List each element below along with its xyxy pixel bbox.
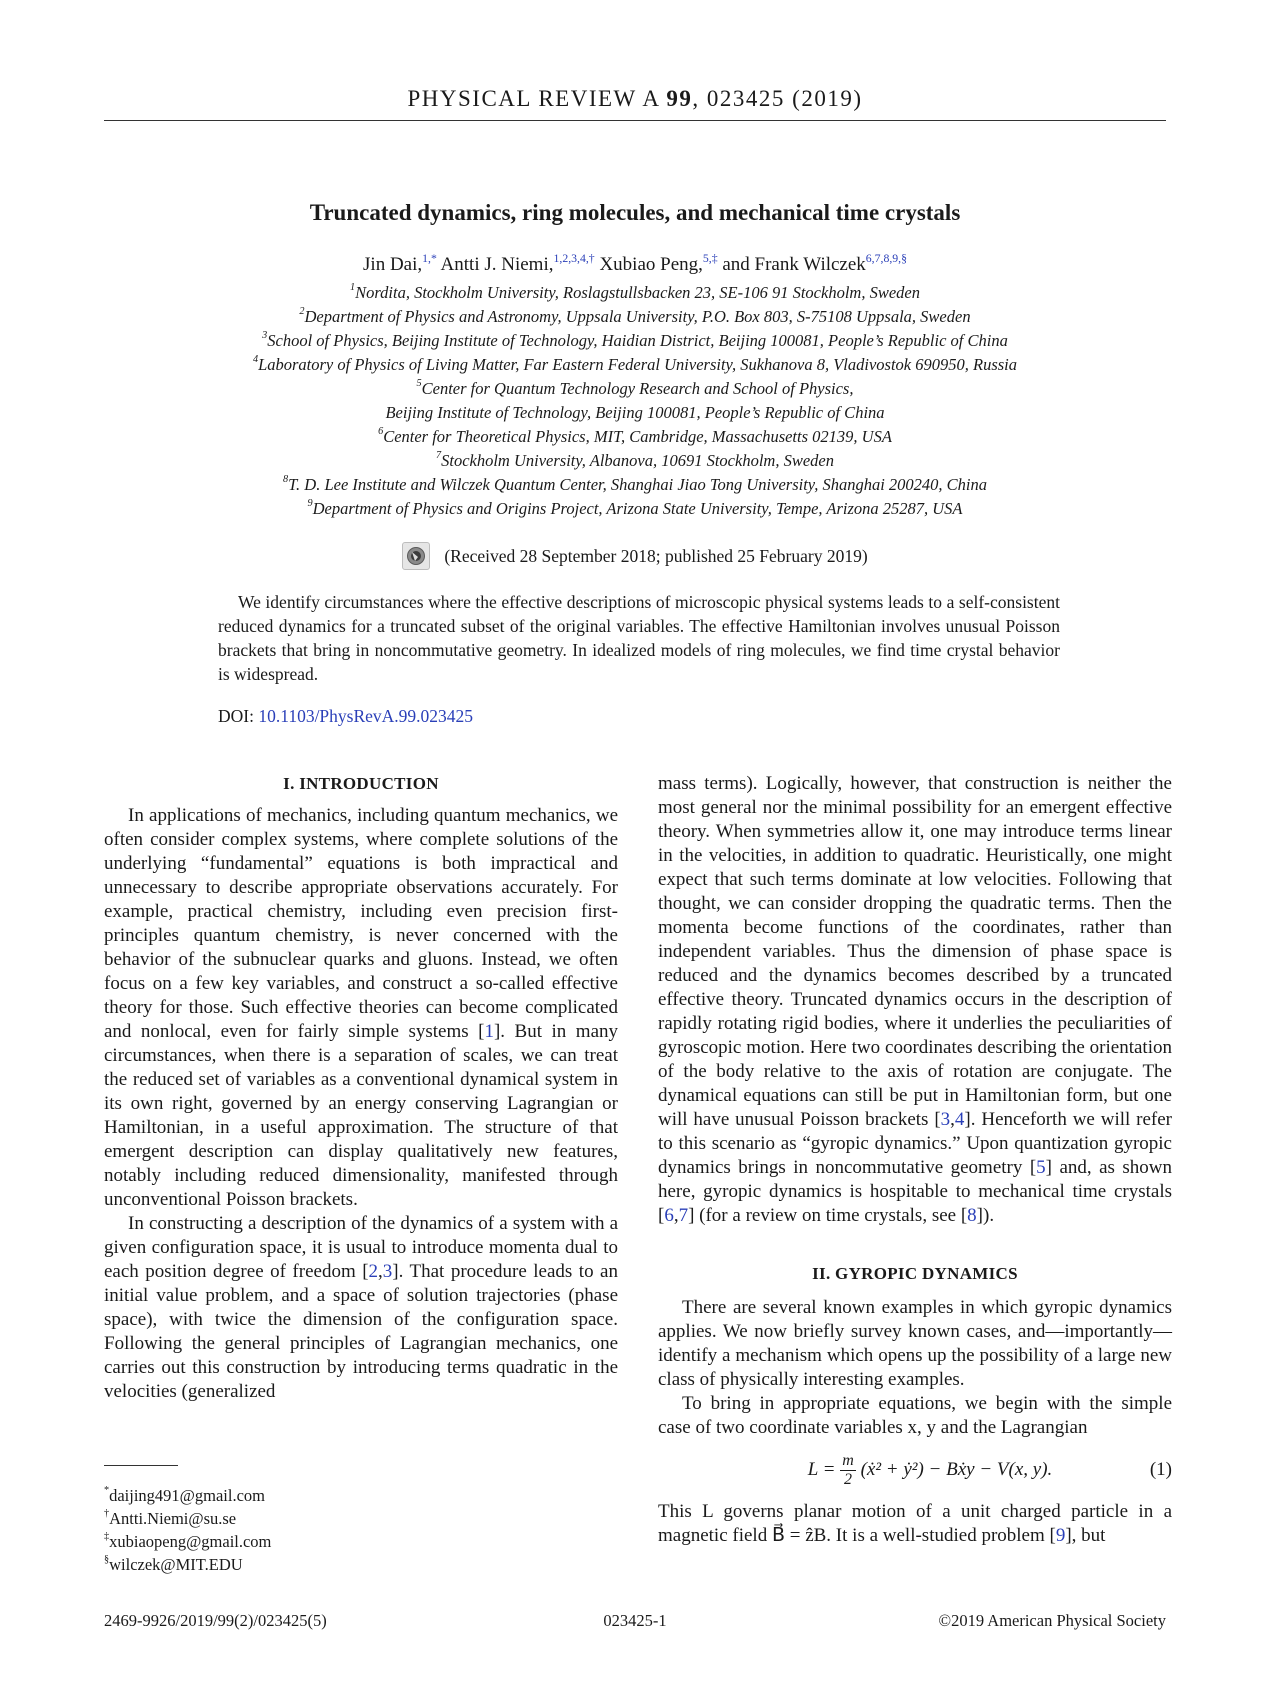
text-run: ], but [1065,1525,1106,1546]
affiliation [104,353,1166,377]
footnote-email[interactable]: xubiaopeng@gmail.com [109,1532,272,1551]
crossmark-icon[interactable] [402,542,430,570]
affiliation-text: Center for Theoretical Physics, MIT, Cambridge, Massachusetts 02139, USA [383,427,892,446]
author-name: Jin Dai, [363,254,423,275]
body-paragraph [104,804,618,1212]
affiliation-number: 1 [349,282,356,294]
affiliation-text: Nordita, Stockholm University, Roslagstullsbacken 23, SE-106 91 Stockholm, Sweden [355,283,920,302]
footer-copyright: ©2019 American Physical Society [938,1611,1166,1630]
footnote-mark: † [104,1508,110,1520]
affiliation [104,305,1166,329]
text-run: In applications of mechanics, including quantum mechanics, we often consider complex systems, where complete solutions of the underlying “fundamental” equations is both impractical and unnecessary to describe appropriate observations accurately. For example, practical chemistry, including even precision first-principles quantum chemistry, is never concerned with the behavior of the subnuclear quarks and gluons. Instead, we often focus on a few key variables, and construct a so-called effective theory for those. Such effective theories can become complicated and nonlocal, even for fairly simple systems [ [104,805,618,1042]
affiliation-text: Beijing Institute of Technology, Beijing 100081, People’s Republic of China [385,403,885,422]
affiliation [104,425,1166,449]
text-run: , [950,1109,955,1130]
text-run: ]. That procedure leads to an initial value problem, and a space of solution trajectories (phase space), with twice the dimension of the configuration space. Following the general principles of Lagrangian mechanics, one carries out this construction by introducing terms quadratic in the velocities (generalized [104,1261,618,1402]
affiliation [104,377,1166,401]
citation-link[interactable]: 5 [1036,1157,1046,1178]
footnotes [104,1484,271,1576]
affiliation-text: T. D. Lee Institute and Wilczek Quantum Center, Shanghai Jiao Tong University, Shanghai 200240, China [288,475,988,494]
author-affil-marks[interactable]: 1,2,3,4,† [553,251,595,265]
body-paragraph: To bring in appropriate equations, we begin with the simple case of two coordinate variables x, y and the Lagrangian [658,1393,1172,1438]
author [599,251,755,275]
footnote [104,1530,271,1553]
equation-1 [658,1446,1172,1494]
abstract: We identify circumstances where the effective descriptions of microscopic physical systems leads to a self-consistent reduced dynamics for a truncated subset of the original variables. The effective Hamiltonian involves unusual Poisson brackets that bring in noncommutative geometry. In idealized models of ring molecules, we find time crystal behavior is widespread. [218,592,1060,684]
body-paragraph [104,1212,618,1404]
equation-fraction [840,1452,856,1489]
text-run: This L governs planar motion of a unit charged particle in a magnetic field B⃗ = ẑB. It is a well-studied problem [ [658,1501,1172,1546]
footer-issn: 2469-9926/2019/99(2)/023425(5) [104,1611,327,1630]
footnote [104,1553,271,1576]
affiliation [104,329,1166,353]
text-run: ]. Henceforth we will refer to this scenario as “gyropic dynamics.” Upon quantization gyropic dynamics brings in noncommutative geometry [ [658,1109,1173,1178]
affiliation-text: Stockholm University, Albanova, 10691 Stockholm, Sweden [441,451,834,470]
footnote-email[interactable]: Antti.Niemi@su.se [109,1509,237,1528]
text-run: mass terms). Logically, however, that construction is neither the most general nor the minimal possibility for an emergent effective theory. When symmetries allow it, one may introduce terms linear in the velocities, in addition to quadratic. Heuristically, one might expect that such terms dominate at low velocities. Following that thought, we can consider dropping the quadratic terms. Then the momenta become functions of the coordinates, rather than independent variables. Thus the dimension of phase space is reduced and the dynamics becomes described by a truncated effective theory. Truncated dynamics occurs in the description of rapidly rotating rigid bodies, where it underlies the peculiarities of gyroscopic motion. Here two coordinates describing the orientation of the body relative to the axis of rotation are conjugate. The dynamical equations can still be put in Hamiltonian form, but one will have unusual Poisson brackets [ [658,773,1172,1130]
author [363,251,441,275]
doi-label: DOI: [218,706,259,726]
section-heading: II. GYROPIC DYNAMICS [812,1264,1018,1283]
affiliation-text: Department of Physics and Astronomy, Uppsala University, P.O. Box 803, S-75108 Uppsala, Sweden [304,307,971,326]
author-list [104,251,1166,276]
fraction-numerator: m [842,1451,854,1469]
affiliation-number: 4 [252,354,259,366]
affiliation-text: Laboratory of Physics of Living Matter, Far Eastern Federal University, Sukhanova 8, Vladivostok 690950, Russia [258,355,1018,374]
text-run: ] and, as shown here, gyropic dynamics is hospitable to mechanical time crystals [ [658,1157,1173,1226]
affiliation [104,497,1166,521]
affiliation [104,281,1166,305]
journal-article-number: , 023425 (2019) [692,86,863,111]
text-run: ]). [976,1205,995,1226]
affiliation-number: 9 [307,498,313,510]
journal-volume: 99 [666,86,693,111]
affiliation [104,401,1166,425]
affiliation [104,473,1166,497]
affiliation-text: School of Physics, Beijing Institute of Technology, Haidian District, Beijing 100081, People’s Republic of China [267,331,1008,350]
footnote-mark: ‡ [104,1531,110,1543]
author-affil-marks[interactable]: 5,‡ [702,251,718,265]
author [440,251,600,275]
affiliation-number: 2 [299,306,305,318]
text-run: ] (for a review on time crystals, see [ [688,1205,968,1226]
header-rule [104,120,1166,121]
citation-link[interactable]: 3 [382,1261,393,1282]
received-line [104,544,1166,572]
citation-link[interactable]: 6 [664,1205,674,1226]
author-name: Frank Wilczek [754,254,866,275]
author-affil-marks[interactable]: 1,* [422,251,437,265]
doi [218,706,473,727]
citation-link[interactable]: 7 [678,1205,689,1226]
affiliation-number: 6 [378,426,384,438]
text-run: ]. But in many circumstances, when there is a separation of scales, we can treat the reduced set of variables as a conventional dynamical system in its own right, governed by an energy conserving Lagrangian or Hamiltonian, in a useful approximation. The structure of that emergent description can display qualitatively new features, notably including reduced dimensionality, manifested through unconventional Poisson brackets. [104,1021,618,1210]
equation-body [658,1452,1132,1489]
affiliation [104,449,1166,473]
footer-page-number: 023425-1 [603,1611,667,1630]
doi-link[interactable]: 10.1103/PhysRevA.99.023425 [258,706,474,726]
right-column [658,772,1172,1548]
author-name: Antti J. Niemi, [440,254,554,275]
footnote-email[interactable]: wilczek@MIT.EDU [109,1555,243,1574]
body-paragraph [658,772,1172,1228]
equation-lhs: L = [807,1458,841,1480]
text-run: , [673,1205,679,1226]
affiliation-number: 8 [282,474,289,486]
paper-title: Truncated dynamics, ring molecules, and mechanical time crystals [309,200,961,225]
footnote [104,1484,271,1507]
footnote-mark: § [104,1554,110,1566]
body-paragraph [658,1500,1172,1548]
affiliation-list [104,281,1166,521]
footnote-mark: * [104,1485,110,1497]
citation-link[interactable]: 4 [954,1109,965,1130]
equation-rhs: (ẋ² + ẏ²) − Bẋy − V(x, y). [860,1458,1053,1480]
footnote-email[interactable]: daijing491@gmail.com [109,1486,265,1505]
author-name: Xubiao Peng, [599,254,703,275]
citation-link[interactable]: 9 [1055,1525,1066,1546]
journal-name: PHYSICAL REVIEW A [407,86,660,111]
affiliation-text: Department of Physics and Origins Project, Arizona State University, Tempe, Arizona 25287, USA [312,499,963,518]
received-dates: (Received 28 September 2018; published 25 February 2019) [444,546,868,567]
fraction-denominator: 2 [844,1470,853,1488]
citation-link[interactable]: 1 [484,1021,494,1042]
left-column [104,772,618,1404]
citation-link[interactable]: 2 [368,1261,379,1282]
citation-link[interactable]: 8 [967,1205,977,1226]
affiliation-number: 5 [416,378,422,390]
citation-link[interactable]: 3 [940,1109,951,1130]
text-run: , [378,1261,383,1282]
author [754,251,907,275]
body-paragraph: There are several known examples in which gyropic dynamics applies. We now briefly survey known cases, and—importantly—identify a mechanism which opens up the possibility of a large new class of physically interesting examples. [658,1297,1172,1390]
author-separator: and [717,254,755,275]
author-affil-marks[interactable]: 6,7,8,9,§ [865,251,907,265]
text-run: In constructing a description of the dynamics of a system with a given configuration space, it is usual to introduce momenta dual to each position degree of freedom [ [104,1213,618,1282]
footnote [104,1507,271,1530]
footnote-rule [104,1465,178,1466]
affiliation-number: 7 [436,450,442,462]
section-heading: I. INTRODUCTION [283,774,439,793]
affiliation-number: 3 [262,330,268,342]
equation-number: (1) [1149,1459,1172,1480]
journal-header [104,86,1166,112]
affiliation-text: Center for Quantum Technology Research and School of Physics, [421,379,854,398]
